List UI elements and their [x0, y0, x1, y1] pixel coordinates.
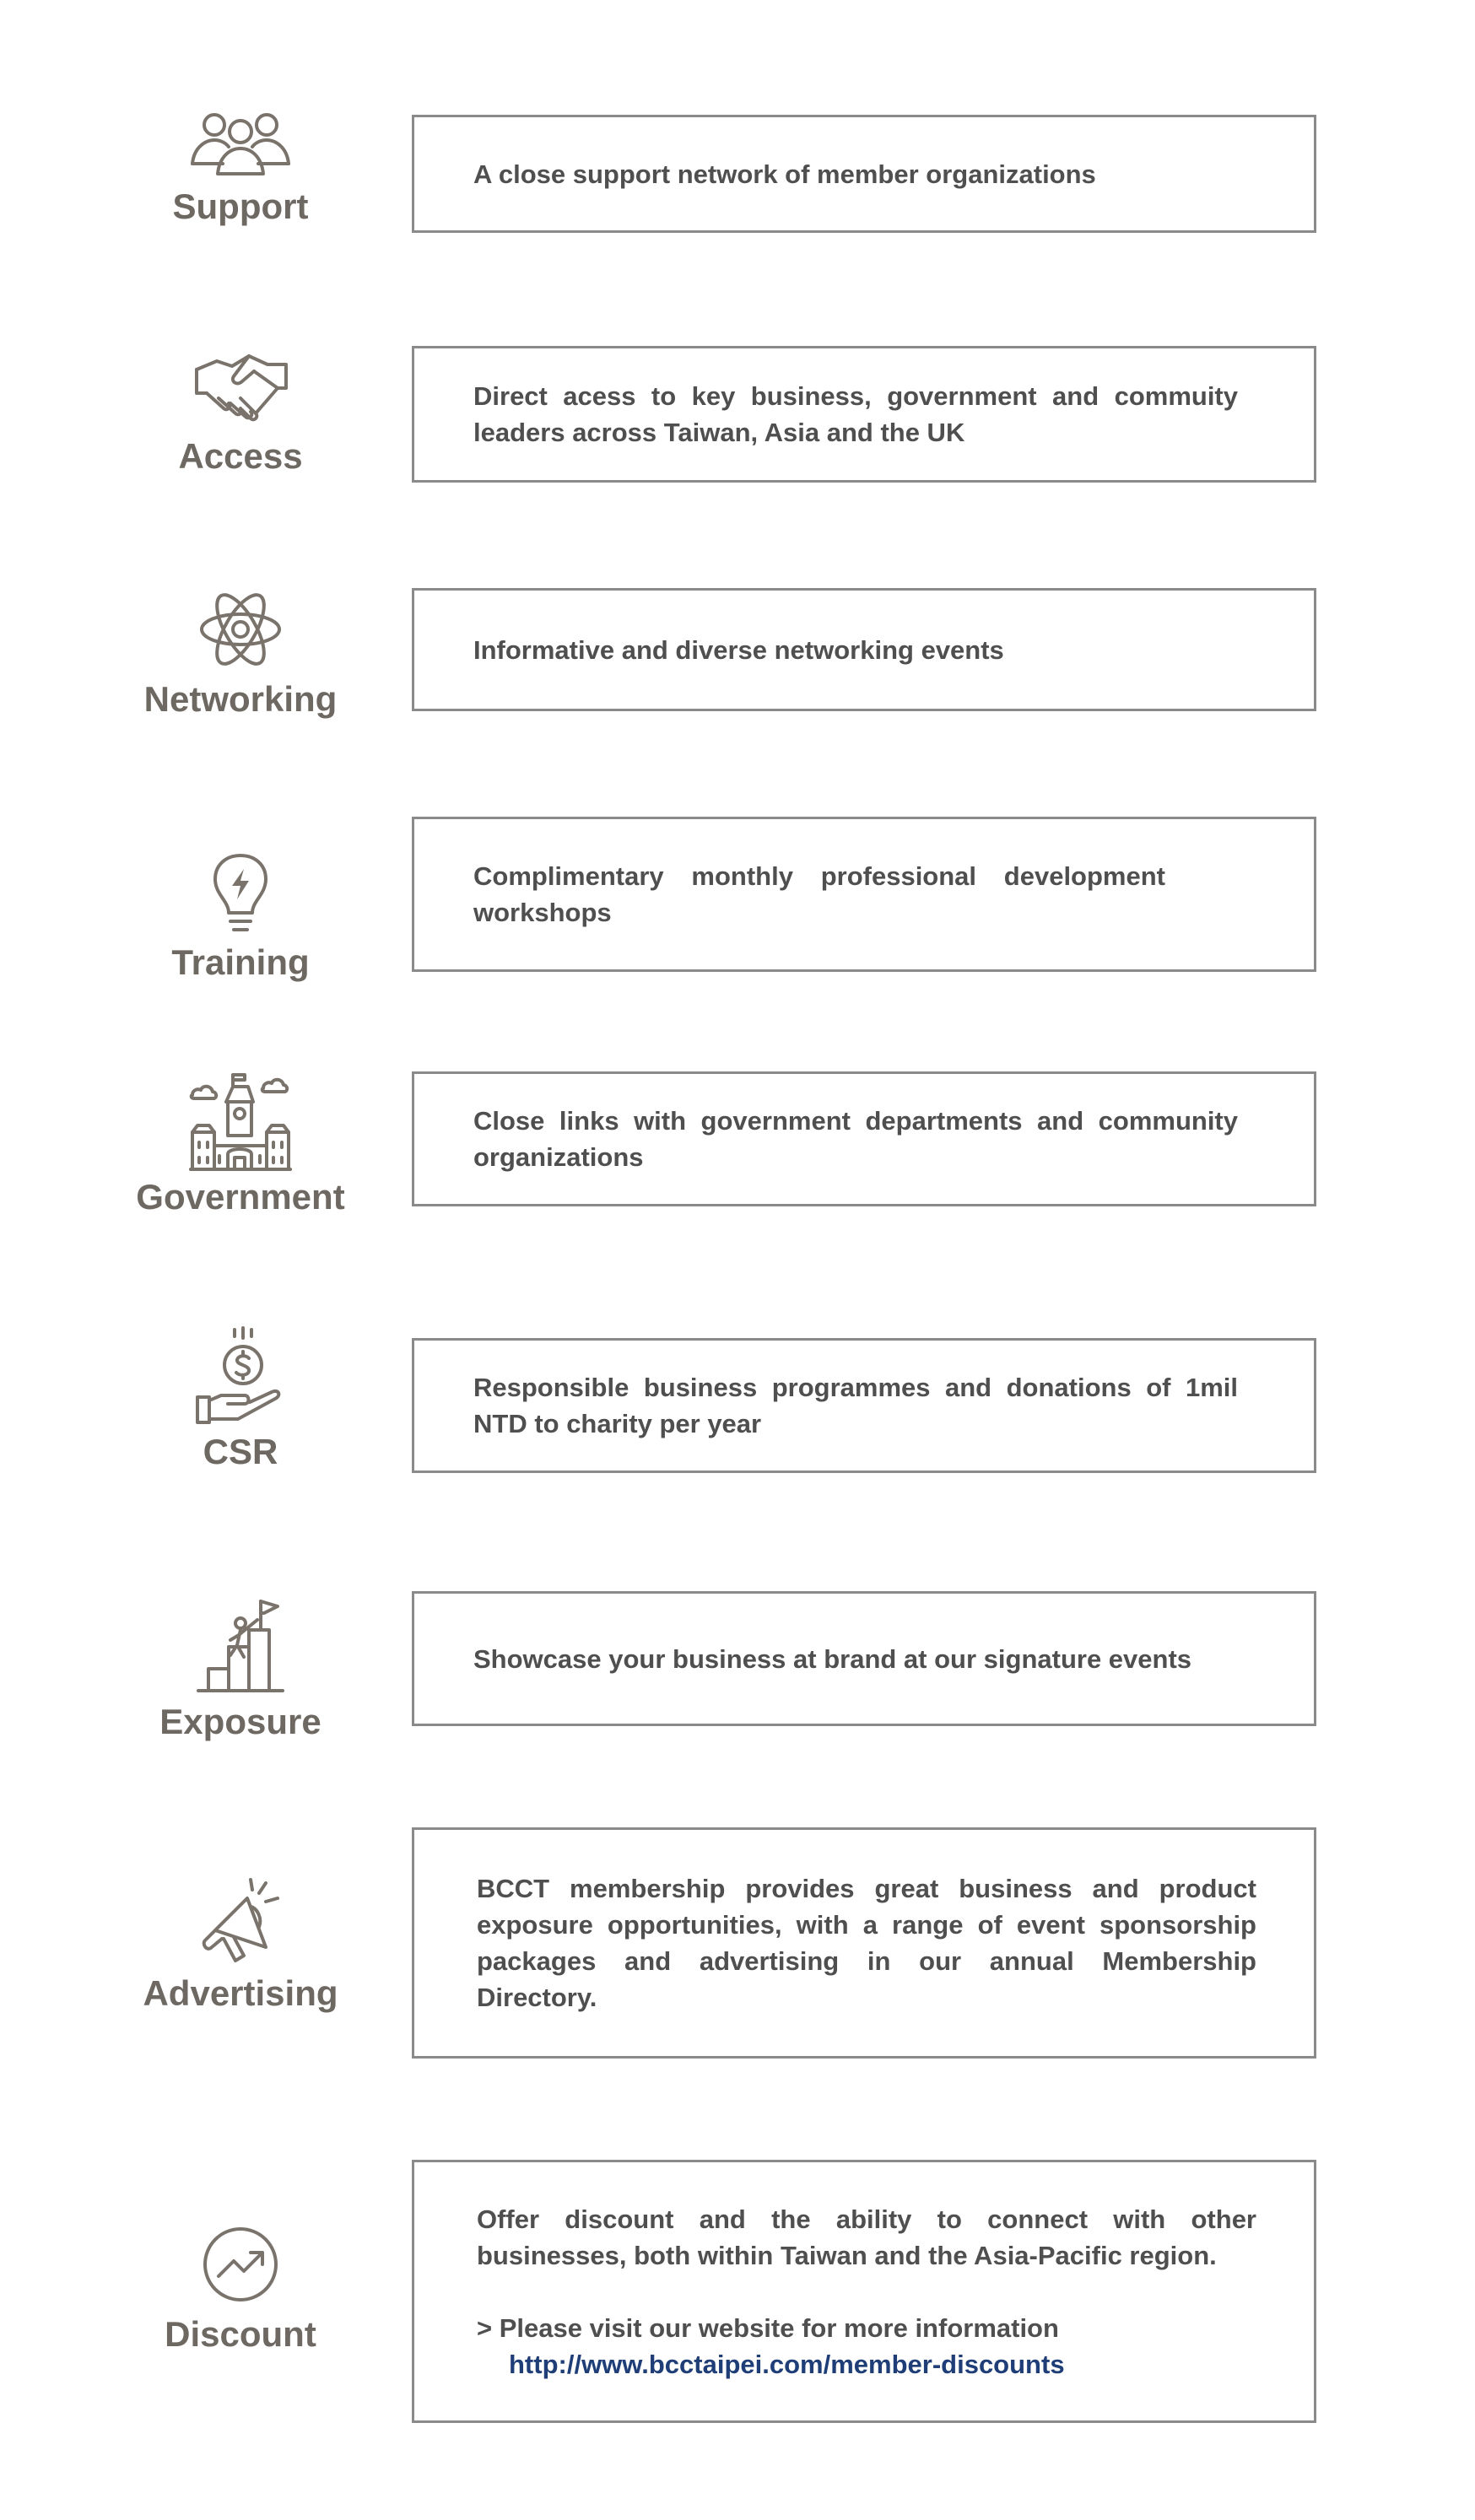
benefit-description-box	[412, 1591, 1316, 1726]
benefit-description: Close links with government departments and community organizations	[473, 1106, 1238, 1172]
hand-coin-icon	[194, 1326, 287, 1427]
website-note: > Please visit our website for more information	[477, 2312, 1059, 2343]
benefit-description: Complimentary monthly professional development workshops	[473, 861, 1165, 927]
handshake-icon	[190, 346, 291, 430]
benefit-networking-header	[118, 585, 363, 719]
member-discounts-link[interactable]: http://www.bcctaipei.com/member-discounts	[509, 2349, 1065, 2379]
benefit-label: Training	[171, 942, 310, 982]
benefit-advertising-header	[118, 1875, 363, 2013]
lightbulb-icon	[207, 850, 274, 935]
benefit-exposure-header	[118, 1595, 363, 1741]
benefit-description-box	[412, 346, 1316, 483]
government-building-icon	[186, 1070, 295, 1173]
benefit-description: Direct acess to key business, government and commuity leaders across Taiwan, Asia and the UK	[473, 381, 1238, 447]
benefit-description-box	[412, 1827, 1316, 2059]
benefit-support-header	[118, 110, 363, 226]
benefit-description-box	[412, 817, 1316, 972]
benefit-description: Responsible business programmes and donations of 1mil NTD to charity per year	[473, 1373, 1238, 1438]
benefit-discount-header	[118, 2224, 363, 2354]
benefit-label: CSR	[203, 1432, 278, 1471]
benefit-description-box	[412, 588, 1316, 711]
benefit-csr-header	[118, 1326, 363, 1471]
benefit-description-box	[412, 115, 1316, 233]
benefit-description: A close support network of member organizations	[473, 159, 1096, 189]
benefit-label: Networking	[143, 679, 338, 719]
benefit-label: Government	[136, 1177, 345, 1217]
benefit-description-box	[412, 1338, 1316, 1473]
benefit-description-group	[477, 2201, 1256, 2382]
benefit-label: Support	[172, 186, 309, 226]
megaphone-icon	[198, 1875, 283, 1966]
people-group-icon	[186, 110, 295, 177]
benefit-description: Offer discount and the ability to connect with other businesses, both within Taiwan and the Asia-Pacific region.	[477, 2204, 1256, 2270]
benefit-description-box	[412, 1071, 1316, 1206]
trend-up-icon	[200, 2224, 281, 2305]
climber-flag-icon	[193, 1595, 288, 1696]
atom-icon	[194, 585, 287, 673]
benefit-government-header	[118, 1070, 363, 1217]
benefit-label: Discount	[165, 2314, 316, 2354]
benefit-label: Advertising	[143, 1973, 338, 2013]
benefit-description: Showcase your business at brand at our signature events	[473, 1643, 1192, 1674]
benefit-description: Informative and diverse networking events	[473, 634, 1004, 665]
benefit-label: Access	[178, 436, 303, 476]
benefit-description: BCCT membership provides great business and product exposure opportunities, with a range of event sponsorship packages and advertising in our annual Membership Directory.	[477, 1874, 1256, 2012]
benefit-label: Exposure	[159, 1702, 321, 1741]
benefit-access-header	[118, 346, 363, 476]
benefit-description-box	[412, 2160, 1316, 2423]
benefit-training-header	[118, 850, 363, 982]
